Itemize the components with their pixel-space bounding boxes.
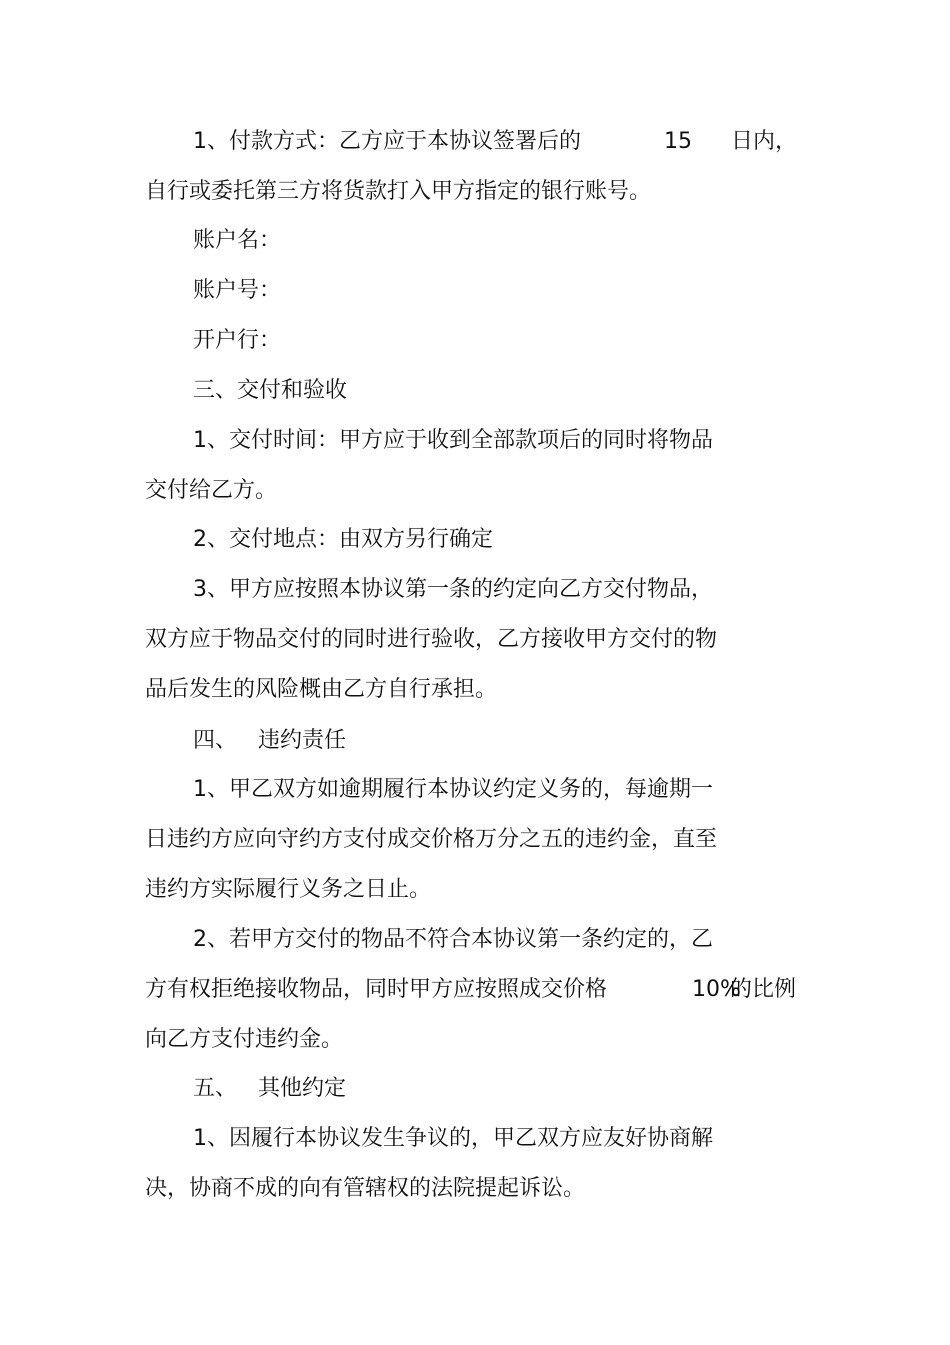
delivery-inspection-line-2: 双方应于物品交付的同时进行验收，乙方接收甲方交付的物 — [145, 627, 718, 652]
payment-method-prefix: 1、付款方式：乙方应于本协议签署后的 — [193, 129, 581, 154]
delivery-inspection-line-3: 品后发生的风险概由乙方自行承担。 — [145, 677, 498, 702]
section-heading-liability-number: 四、 — [193, 728, 238, 753]
delivery-place: 2、交付地点：由双方另行确定 — [193, 527, 493, 552]
section-heading-liability-text: 违约责任 — [258, 728, 347, 753]
other-dispute-line-1: 1、因履行本协议发生争议的，甲乙双方应友好协商解 — [193, 1126, 713, 1151]
account-name-label: 账户名： — [193, 228, 282, 253]
liability-nonconform-line-2-prefix: 方有权拒绝接收物品，同时甲方应按照成交价格 — [145, 977, 608, 1002]
payment-days-value: 15 — [664, 129, 692, 154]
section-heading-other-text: 其他约定 — [258, 1076, 347, 1101]
liability-nonconform-line-3: 向乙方支付违约金。 — [145, 1027, 344, 1052]
liability-late-line-1: 1、甲乙双方如逾期履行本协议约定义务的，每逾期一 — [193, 777, 713, 802]
section-heading-other-number: 五、 — [193, 1076, 238, 1101]
liability-late-line-2: 日违约方应向守约方支付成交价格万分之五的违约金，直至 — [145, 827, 718, 852]
other-dispute-line-2: 决，协商不成的向有管辖权的法院提起诉讼。 — [145, 1176, 586, 1201]
delivery-time-line-2: 交付给乙方。 — [145, 478, 278, 503]
liability-nonconform-line-1: 2、若甲方交付的物品不符合本协议第一条约定的，乙 — [193, 927, 713, 952]
payment-days-suffix: 日内， — [731, 129, 798, 154]
liability-percent-value: 10% — [692, 977, 741, 1002]
delivery-time-line-1: 1、交付时间：甲方应于收到全部款项后的同时将物品 — [193, 428, 713, 453]
delivery-inspection-line-1: 3、甲方应按照本协议第一条的约定向乙方交付物品， — [193, 577, 713, 602]
account-number-label: 账户号： — [193, 278, 282, 303]
section-heading-delivery: 三、交付和验收 — [193, 378, 348, 403]
liability-nonconform-line-2-suffix: 的比例 — [730, 977, 797, 1002]
payment-method-line-1 — [193, 127, 581, 157]
payment-method-line-2: 自行或委托第三方将货款打入甲方指定的银行账号。 — [145, 179, 652, 204]
liability-late-line-3: 违约方实际履行义务之日止。 — [145, 877, 432, 902]
bank-label: 开户行： — [193, 328, 282, 353]
